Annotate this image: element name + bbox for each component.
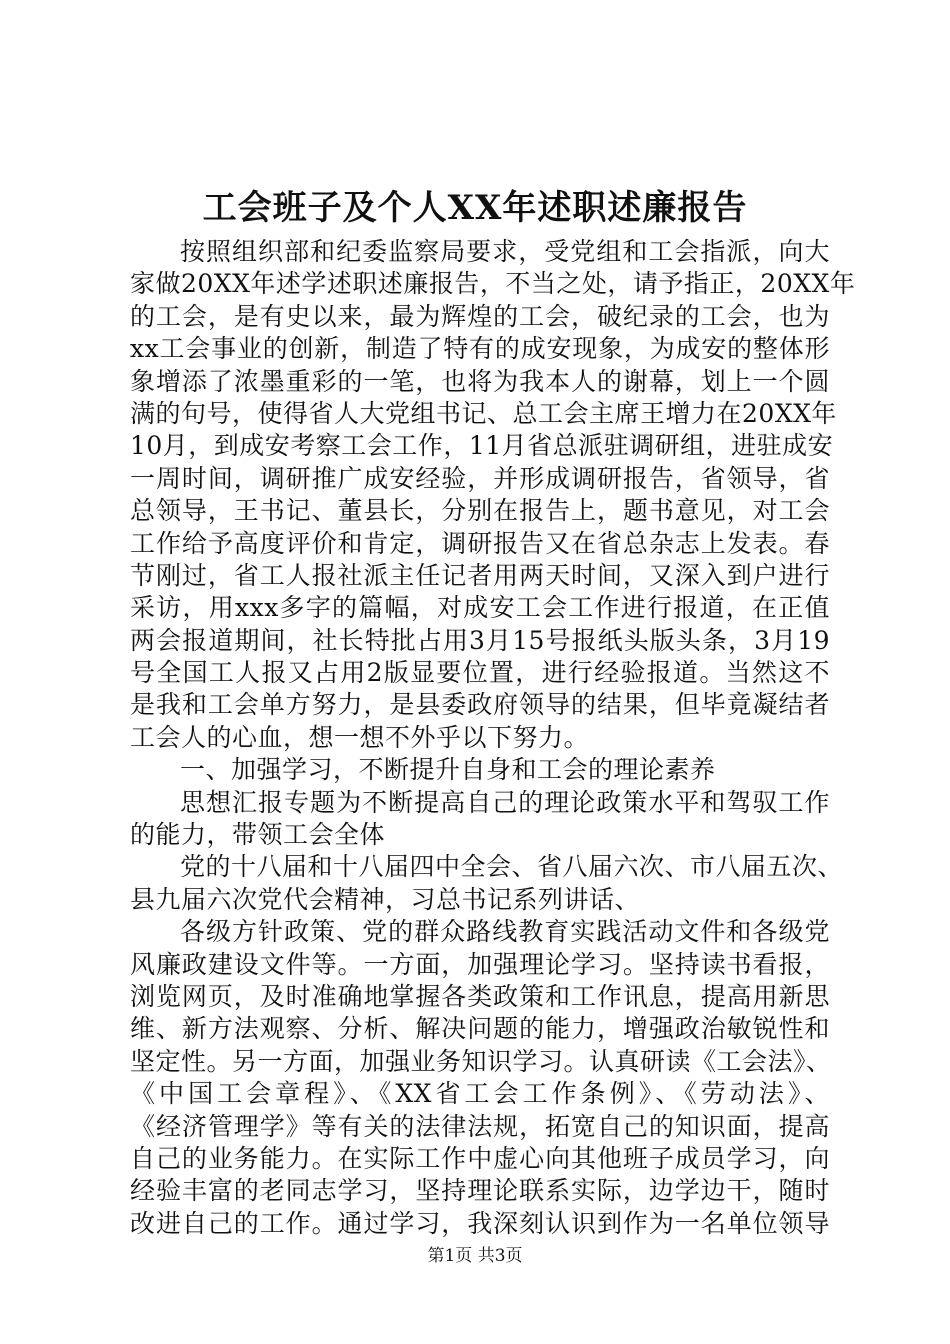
paragraph-line: 满的句号，使得省人大党组书记、总工会主席王增力在20XX年: [130, 398, 837, 428]
paragraph-line: 各级方针政策、党的群众路线教育实践活动文件和各级党: [180, 917, 830, 947]
paragraph-line: 采访，用xxx多字的篇幅，对成安工会工作进行报道，在正值: [130, 593, 830, 623]
paragraph-line: 家做20XX年述学述职述廉报告，不当之处，请予指正，20XX年: [130, 269, 856, 299]
paragraph-line: 《经济管理学》等有关的法律法规，拓宽自己的知识面，提高: [130, 1111, 830, 1141]
section-heading: 一、加强学习，不断提升自身和工会的理论素养: [180, 755, 716, 785]
paragraph-line: 节刚过，省工人报社派主任记者用两天时间，又深入到户进行: [130, 560, 830, 590]
paragraph-line: 按照组织部和纪委监察局要求，受党组和工会指派，向大: [180, 237, 830, 266]
paragraph-line: 象增添了浓墨重彩的一笔，也将为我本人的谢幕，划上一个圆: [130, 366, 830, 396]
paragraph-line: 的能力，带领工会全体: [130, 820, 386, 850]
paragraph-line: 的工会，是有史以来，最为辉煌的工会，破纪录的工会，也为: [130, 301, 830, 331]
paragraph-line: 维、新方法观察、分析、解决问题的能力，增强政治敏锐性和: [130, 1014, 830, 1044]
paragraph-line: 工作给予高度评价和肯定，调研报告又在省总杂志上发表。春: [130, 528, 830, 558]
paragraph-line: 号全国工人报又占用2版显要位置，进行经验报道。当然这不: [130, 658, 830, 688]
paragraph-line: 总领导，王书记、董县长，分别在报告上，题书意见，对工会: [130, 496, 830, 526]
document-body: [130, 236, 856, 1240]
paragraph-line: 工会人的心血，想一想不外乎以下努力。: [130, 722, 590, 752]
paragraph-line: 浏览网页，及时准确地掌握各类政策和工作讯息，提高用新思: [130, 981, 830, 1011]
paragraph-line: 改进自己的工作。通过学习，我深刻认识到作为一名单位领导: [130, 1208, 830, 1238]
paragraph-line: 思想汇报专题为不断提高自己的理论政策水平和驾驭工作: [180, 787, 830, 817]
paragraph-line: 是我和工会单方努力，是县委政府领导的结果，但毕竟凝结者: [130, 690, 830, 720]
paragraph-line: xx工会事业的创新，制造了特有的成安现象，为成安的整体形: [130, 334, 830, 364]
document-title: 工会班子及个人XX年述职述廉报告: [202, 188, 748, 228]
paragraph-line: 两会报道期间，社长特批占用3月15号报纸头版头条，3月19: [130, 625, 830, 655]
page-indicator: 第1页 共3页: [427, 1246, 523, 1266]
paragraph-line: 自己的业务能力。在实际工作中虚心向其他班子成员学习，向: [130, 1143, 830, 1173]
paragraph-line: 10月，到成安考察工会工作，11月省总派驻调研组，进驻成安: [130, 431, 834, 461]
paragraph-line: 县九届六次党代会精神，习总书记系列讲话、: [130, 884, 641, 914]
paragraph-line: 党的十八届和十八届四中全会、省八届六次、市八届五次、: [180, 852, 844, 882]
paragraph-line: 经验丰富的老同志学习，坚持理论联系实际，边学边干，随时: [130, 1176, 830, 1206]
paragraph-line: 一周时间，调研推广成安经验，并形成调研报告，省领导，省: [130, 463, 830, 493]
paragraph-line: 坚定性。另一方面，加强业务知识学习。认真研读《工会法》、: [130, 1046, 832, 1076]
paragraph-line: 风廉政建设文件等。一方面，加强理论学习。坚持读书看报，: [130, 949, 830, 979]
paragraph-line: 《中国工会章程》、《XX省工会工作条例》、《劳动法》、: [130, 1079, 830, 1109]
